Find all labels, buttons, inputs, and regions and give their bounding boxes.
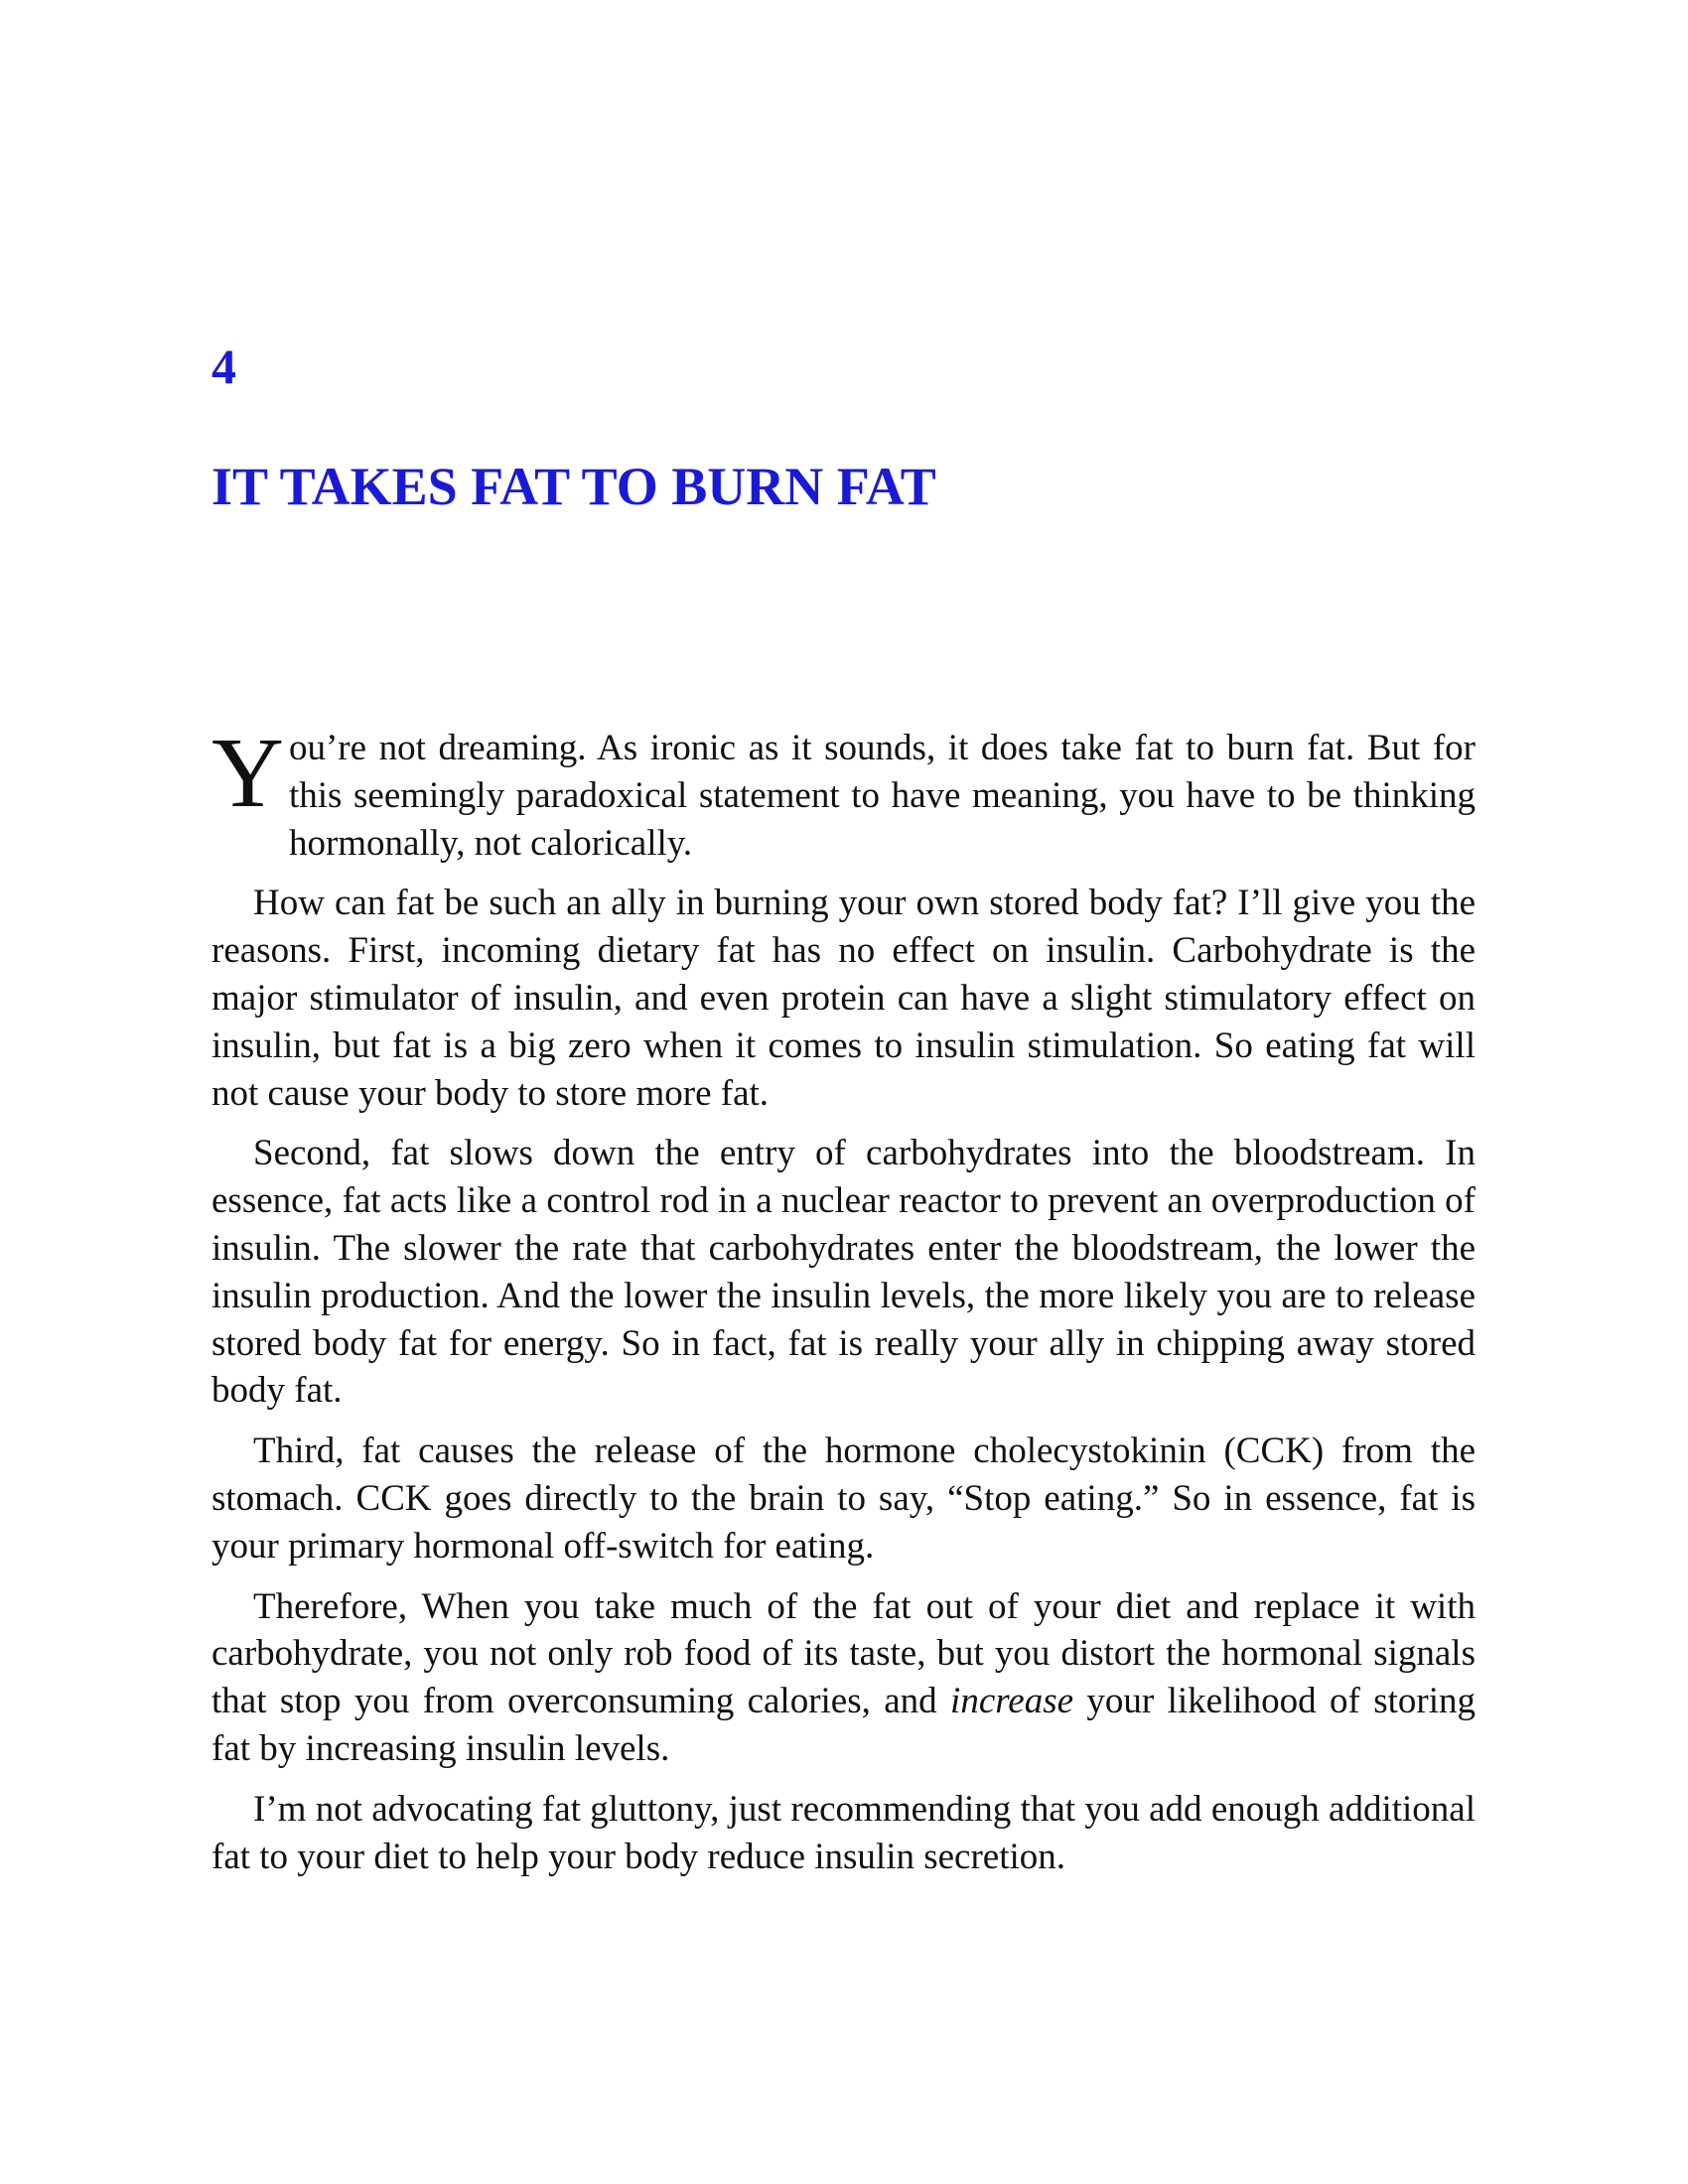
paragraph-3: Second, fat slows down the entry of carbohydrates into the bloodstream. In essence, fat acts like a control rod in a nuclear reactor to prevent an overproduction of insulin. The slower the rate that carbohydrates enter the bloodstream, the lower the insulin production. And the lower the insulin levels, the more likely you are to release stored body fat for energy. So in fact, fat is really your ally in chipping away stored body fat. bbox=[211, 1133, 1476, 1412]
paragraph-1-text: ou’re not dreaming. As ironic as it sounds, it does take fat to burn fat. But for this seemingly paradoxical statement to have meaning, you have to be thinking hormonally, not calorically. bbox=[288, 728, 1476, 864]
paragraph-5-emphasis: increase bbox=[950, 1681, 1074, 1722]
chapter-number: 4 bbox=[211, 339, 236, 394]
chapter-body bbox=[211, 717, 1476, 1893]
paragraph-6: I’m not advocating fat gluttony, just recommending that you add enough additional fat to your diet to help your body reduce insulin secretion. bbox=[211, 1788, 1476, 1877]
paragraph-4: Third, fat causes the release of the hormone cholecystokinin (CCK) from the stomach. CCK goes directly to the brain to say, “Stop eating.” So in essence, fat is your primary hormonal off-switch for eating. bbox=[211, 1431, 1476, 1567]
paragraph-2: How can fat be such an ally in burning your own stored body fat? I’ll give you the reasons. First, incoming dietary fat has no effect on insulin. Carbohydrate is the major stimulator of insulin, and even protein can have a slight stimulatory effect on insulin, but fat is a big zero when it comes to insulin stimulation. So eating fat will not cause your body to store more fat. bbox=[211, 883, 1476, 1114]
paragraph-1 bbox=[211, 717, 1476, 867]
book-page bbox=[211, 0, 1476, 2184]
chapter-title: IT TAKES FAT TO BURN FAT bbox=[211, 457, 936, 516]
drop-cap: Y bbox=[211, 717, 284, 828]
paragraph-5-text-before: Therefore, When you take much of the fat out of your diet and replace it with carbohydrate, you not only rob food of its taste, but you distort the hormonal signals that stop you from overconsuming calories, and bbox=[211, 1585, 1476, 1722]
paragraph-5-text-after: your likelihood of storing fat by increasing insulin levels. bbox=[211, 1681, 1476, 1769]
paragraph-5 bbox=[211, 1583, 1476, 1773]
